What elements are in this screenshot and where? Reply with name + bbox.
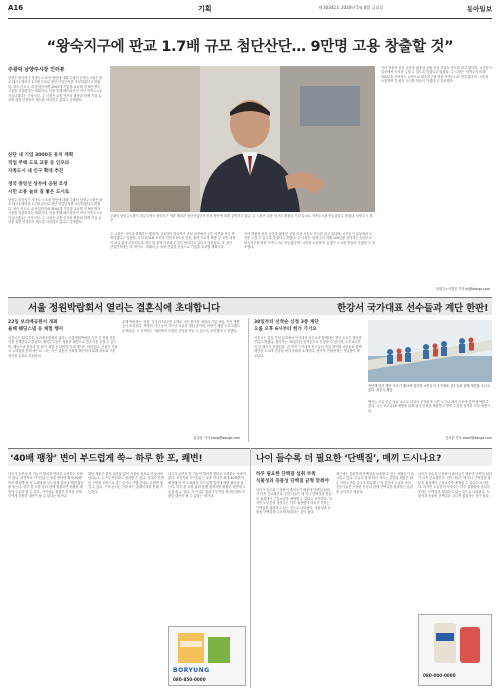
interview-byline: 주광덕 남양주시장 인터뷰 <box>8 67 65 73</box>
subhead: 시민 소통 늘려 질 좋은 도시로 <box>8 190 70 195</box>
section-title: 기획 <box>198 5 212 13</box>
stairs-photo-art <box>368 320 492 382</box>
fiber-ad-headline: ‘40배 팽창’ 변이 부드럽게 쑥~ 하루 한 포, 쾌변! <box>10 454 203 464</box>
fiber-body-3: 나이가 들면서 장 기능이 떨어져 변비로 고생하는 사람이 많다. 차전자피 식이섬유는 물을 만나면 최대 40배까지 팽창해 장 속 노폐물을 부드럽게 밀어내 배변 활동을 돕는다. 하루 한 포를 물과 함께 섭취하면 원활한 배변에 도움을 줄 수 있다. 식이섬유 섭취가 부족한 현대인에게 간편한 대안이 될 수 있다는 평가다. <box>168 472 246 499</box>
wedding-body: 서울시는 22일부터 보라매공원에서 열리는 서울정원박람회 기간 중 정원 결혼식을 진행한다고 밝혔다. 예비부부들은 정원을 배경으로 결혼식을 올릴 수 있으며, 웨딩스냅 촬영과 꽃 장식 체험 등 다양한 부대 행사도 마련된다. 신청은 서울시 누리집을 통해 받는다. 시는 작은 결혼식 문화를 확산하기 위해 장소와 기본 장식을 무료로 지원한다. <box>8 336 118 358</box>
subhead: 직업 주택 도로 교통 등 인프라 <box>8 161 70 166</box>
fiber-product-box <box>168 626 246 686</box>
brand-logo: BORYUNG <box>173 667 210 674</box>
story-body-right: 이어 경춘선 상부 공간을 활용한 공원 조성 사업도 속도를 내고 있다며, 시민들이 일상에서 녹지를 누릴 수 있도록 하겠다고 밝혔다. 주 시장은 '남양주의 미래 100년을 준비하는 심정으로 왕숙지구를 명품 자족도시로 만들겠다'며 '시민과 소통하며 질 좋은 도시를 만들어 가겠다'고 강조했다. <box>381 66 492 84</box>
column-divider <box>248 318 249 442</box>
stairs-body: 서울시는 한강 뚝섬 일대에서 국가대표 선수들과 함께하는 계단 오르기 행사를 연다고 밝혔다. 참가자는 30일부터 선착순으로 신청할 수 있으며, 오후 6시부터 본 행사가 진행된다. 전·현직 국가대표 선수들이 직접 참여해 시민들과 함께 계단을 오르며 건강한 여가 문화를 소개한다. 참가자 전원에게는 기념품이 제공된다. <box>254 336 362 358</box>
subhead: 자족도시 내 인구 확대 추진 <box>8 169 64 174</box>
stairs-reporter: 김서울 기자 seoul@donga.com <box>445 436 492 440</box>
subhead: 산단 내 기업 3000곳 유치 계획 <box>8 153 74 158</box>
stairs-photo-caption: 지난해 한강 계단 오르기 행사에 참가한 시민들이 국가대표 선수들과 함께 계단을 오르고 있다. 서울시 제공 <box>368 384 490 393</box>
order-phone: 080-000-0000 <box>423 673 456 678</box>
protein-body-2: 최근에는 간편하게 단백질을 보충할 수 있는 제품들이 출시되고 있다. 우유나 물에 타서 마시는 분말형 제품은 필수 아미노산을 골고루 함유해 근육 건강에 도움을 준다. 전문가들은 꾸준한 운동과 함께 단백질을 섭취하는 습관을 들이라고 권한다. <box>336 472 414 494</box>
story-body-mid: 주 시장은 '시민과 함께하는 행정'을 강조하며 왕숙지구 조성 과정에서 주민 의견을 적극 반영하겠다고 말했다. 특히 GTX-B 노선과 지하철 9호선 연장, 광역 도로망 확충 등 교통 대책이 차질 없이 추진되도록 정부 및 관계 기관과 긴밀히 협력하고 있다고 덧붙였다. 또 첨단 산업단지에는 IT, 바이오, 미래차 등 성장 산업을 중심으로 기업을 유치할 계획이다. <box>110 232 236 250</box>
protein-body: 나이가 들수록 근육량이 줄어들기 때문에 단백질 섭취가 더욱 중요해진다. 전문가들은 매 끼니 단백질을 충분히 섭취해야 근감소증을 예방할 수 있다고 조언한다. 하지만 노년층의 상당수는 하루 권장량에 미치지 못하는 단백질을 섭취하고 있는 것으로 나타났다. 식물성과 동물성 단백질을 고르게 섭취하는 것이 좋다. <box>256 488 332 515</box>
stairs-headline: 한강서 국가대표 선수들과 계단 한판! <box>337 303 489 314</box>
issue-date: 제 30342호 2020년 5월 8일 금요일 <box>318 5 384 10</box>
page-header <box>8 4 492 16</box>
reporter-credit: 남양주=이경진 기자 lkj@donga.com <box>436 287 490 291</box>
interview-photo-art <box>110 66 375 212</box>
wedding-headline: 서울 정원박람회서 열리는 결혼식에 초대합니다 <box>28 303 220 314</box>
protein-product-box <box>418 614 492 686</box>
page-number: A16 <box>8 4 24 12</box>
story-body-mid-2: 이어 경춘선 상부 공간을 활용한 공원 조성 사업도 속도를 내고 있다며, 시민들이 일상에서 녹지를 누릴 수 있도록 하겠다고 밝혔다. 주 시장은 '남양주의 미래 100년을 준비하는 심정으로 왕숙지구를 명품 자족도시로 만들겠다'며 '시민과 소통하며 질 좋은 도시를 만들어 가겠다'고 강조했다. <box>244 232 375 250</box>
story-body-left-cont: 남양주 왕숙지구 자족도시 조성 방안에 대해 주광덕 남양주시장은 판교 테크노밸리의 1.7배 규모로 첨단 산업단지를 조성하겠다고 밝혔다. 왕숙 신도시 내 산업단지에 3000개 기업을 유치해 약 9만 명의 고용을 창출한다는 계획이다. 이를 통해 베드타운이 아닌 자족도시로 거듭나겠다는 구상이다. 주 시장은 교통 인프라 확충과 함께 기업 유치를 위한 인센티브 제도를 마련하고 있다고 설명했다. <box>8 198 103 225</box>
product-package-art <box>170 629 246 665</box>
order-phone: 080-850-0000 <box>173 677 206 682</box>
header-rule <box>8 18 492 19</box>
top-headline: “왕숙지구에 판교 1.7배 규모 첨단산단… 9만명 고용 창출할 것” <box>46 39 454 55</box>
protein-body-3: 나이가 들수록 근육량이 줄어들기 때문에 단백질 섭취가 더욱 중요해진다. 전문가들은 매 끼니 단백질을 충분히 섭취해야 근감소증을 예방할 수 있다고 조언한다. 하지만 노년층의 상당수는 하루 권장량에 미치지 못하는 단백질을 섭취하고 있는 것으로 나타났다. 식물성과 동물성 단백질을 고르게 섭취하는 것이 좋다. <box>418 472 492 499</box>
interview-photo <box>110 66 375 212</box>
wedding-subhead: 22일 보라매공원서 개최 올해 웨딩스냅 등 체험 행사 <box>8 320 64 332</box>
paper-logo: 동아일보 <box>466 5 492 13</box>
fiber-body: 나이가 들면서 장 기능이 떨어져 변비로 고생하는 사람이 많다. 차전자피 식이섬유는 물을 만나면 최대 40배까지 팽창해 장 속 노폐물을 부드럽게 밀어내 배변 활동을 돕는다. 하루 한 포를 물과 함께 섭취하면 원활한 배변에 도움을 줄 수 있다. 식이섬유 섭취가 부족한 현대인에게 간편한 대안이 될 수 있다는 평가다. <box>8 472 84 499</box>
stairs-body-2: 행사는 초급·중급·상급 코스로 나뉘어 운영되며 시민 누구나 체력 수준에 맞게 참여할 수 있다. 시는 코로나19 예방을 위해 참가 인원을 제한하고 방역 수칙을 철저히 지킬 예정이다. <box>368 400 490 413</box>
subhead: 정국 중앙선 상부에 공원 조성 <box>8 182 68 187</box>
photo-caption: 주광덕 남양주시장이 집무실에서 왕숙지구 개발 계획과 첨단산업단지 조성 방안에 대해 설명하고 있다. 주 시장은 교통 인프라 확충과 기업 유치로 자족도시를 만들겠다고 밝혔다. 남양주시 제공 <box>110 214 373 223</box>
story-body-left: 남양주 왕숙지구 자족도시 조성 방안에 대해 주광덕 남양주시장은 판교 테크노밸리의 1.7배 규모로 첨단 산업단지를 조성하겠다고 밝혔다. 왕숙 신도시 내 산업단지에 3000개 기업을 유치해 약 9만 명의 고용을 창출한다는 계획이다. 이를 통해 베드타운이 아닌 자족도시로 거듭나겠다는 구상이다. 주 시장은 교통 인프라 확충과 함께 기업 유치를 위한 인센티브 제도를 마련하고 있다고 설명했다. <box>8 76 103 103</box>
wedding-reporter: 홍길동 기자 hong@donga.com <box>193 436 240 440</box>
protein-ad-headline: 나이 들수록 더 필요한 ‘단백질’, 매끼 드시나요? <box>256 454 442 464</box>
fiber-body-2: 해당 제품은 합성 첨가물 없이 식물성 원료로 만들어져 남녀노소 누구나 안심하고 섭취할 수 있다. 휴대가 간편한 스틱형 포장으로 출근길이나 여행 중에도 손쉽게 챙길 수 있다. 구매 문의는 전화 또는 홈페이지를 통해 가능하다. <box>88 472 164 494</box>
protein-package-art <box>420 617 492 667</box>
stairs-photo <box>368 320 492 382</box>
protein-subhead: 하루 필요한 단백질 섭취 부족 식물성과 동물성 단백질 균형 맞춰야 <box>256 472 329 484</box>
wedding-body-2: 올해 박람회는 '정원, 일상이 되다'를 주제로 시민 참여형 정원과 기업 정원, 작가 정원 등이 조성된다. 박람회 기간 동안 가드닝 교실과 정원 음악회, 어린이 체험 프로그램도 운영된다. 시 관계자는 '정원에서 특별한 추억을 만들 수 있도록 준비했다'고 말했다. <box>122 320 240 333</box>
column-divider <box>250 448 251 688</box>
stairs-subhead: 30일부터 선착순 신청 3종 계단 오를 오후 6시부터 헌가 가기요 <box>254 320 319 332</box>
